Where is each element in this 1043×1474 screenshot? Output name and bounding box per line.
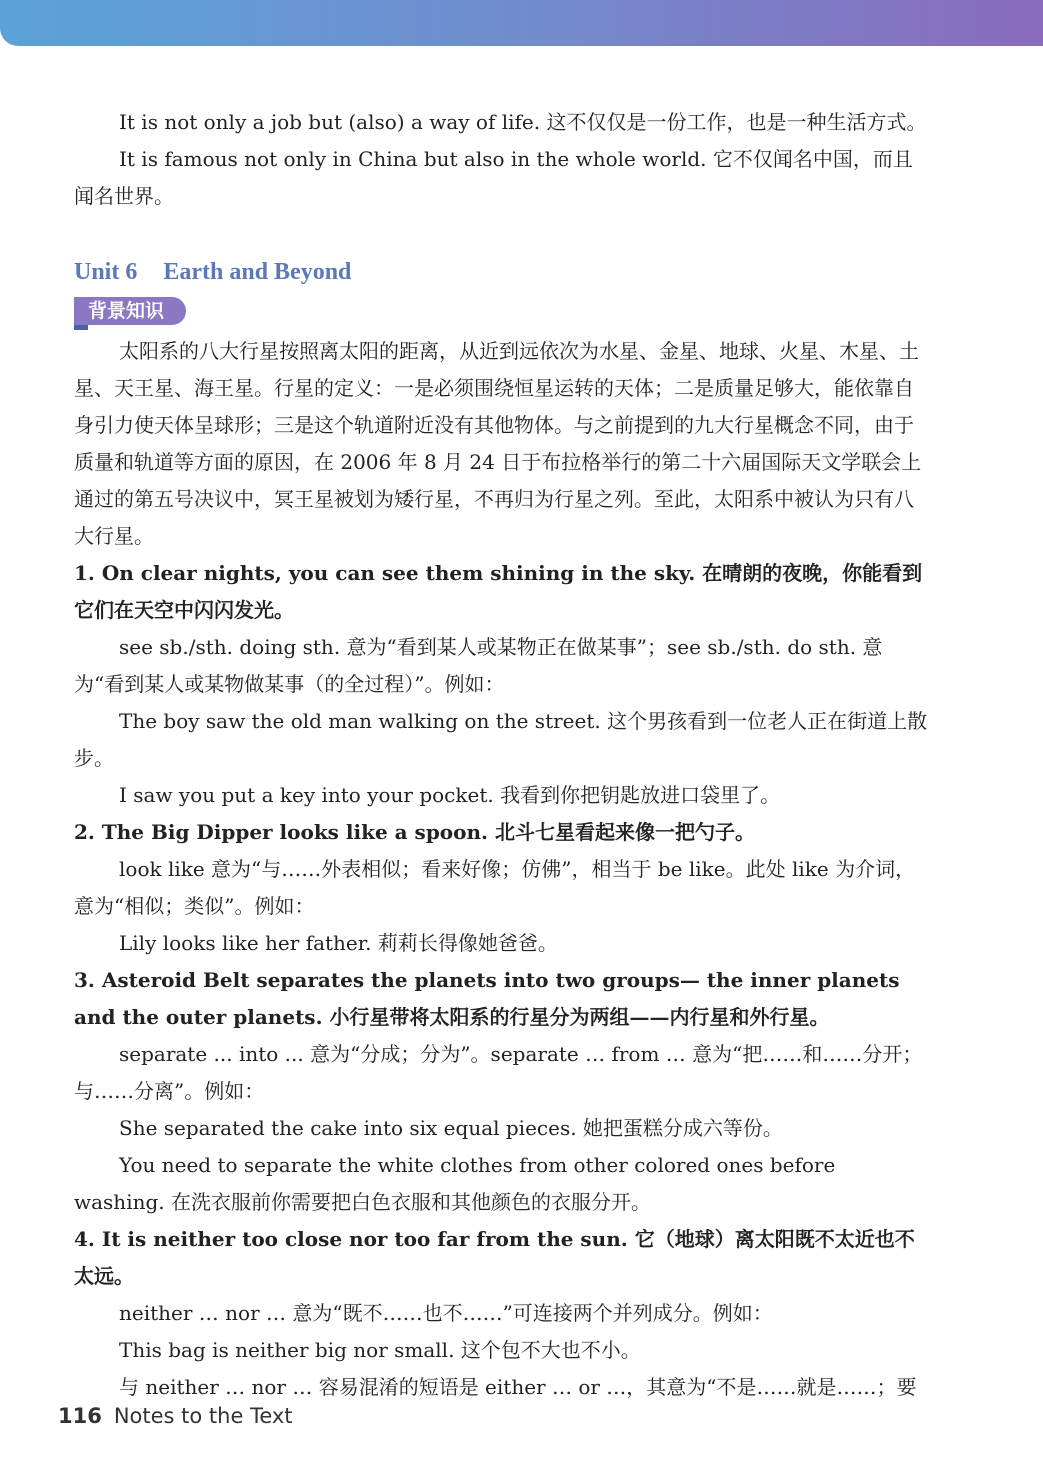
note-2-para-2: Lily looks like her father. 莉莉长得像她爸爸。 — [119, 931, 558, 955]
intro-example-1: It is not only a job but (also) a way of life. 这不仅仅是一份工作，也是一种生活方式。 — [119, 110, 927, 134]
unit-heading — [74, 255, 930, 289]
unit-number: Unit 6 — [74, 259, 138, 285]
intro-example-2: It is famous not only in China but also in the whole world. 它不仅闻名中国，而且闻名世界。 — [74, 147, 913, 208]
note-heading-4: 4. It is neither too close nor too far from the sun. 它（地球）离太阳既不太近也不太远。 — [74, 1227, 915, 1288]
note-1-para-3: I saw you put a key into your pocket. 我看到你把钥匙放进口袋里了。 — [119, 783, 781, 807]
note-heading-2: 2. The Big Dipper looks like a spoon. 北斗七星看起来像一把勺子。 — [74, 820, 755, 844]
note-heading-1: 1. On clear nights, you can see them shining in the sky. 在晴朗的夜晚，你能看到它们在天空中闪闪发光。 — [74, 561, 923, 622]
background-paragraph: 太阳系的八大行星按照离太阳的距离，从近到远依次为水星、金星、地球、火星、木星、土星、天王星、海王星。行星的定义：一是必须围绕恒星运转的天体；二是质量足够大，能依靠自身引力使天体呈球形；三是这个轨道附近没有其他物体。与之前提到的九大行星概念不同，由于质量和轨道等方面的原因，在 2006 年 8 月 24 日于布拉格举行的第二十六届国际天文学联会上通过的第五号决议中，冥王星被划为矮行星，不再归为行星之列。至此，太阳系中被认为只有八大行星。 — [74, 339, 922, 548]
note-2-para-1: look like 意为“与……外表相似；看来好像；仿佛”，相当于 be like。此处 like 为介词，意为“相似；类似”。例如： — [74, 857, 916, 918]
page-number: 116 — [58, 1404, 102, 1428]
header-band — [0, 0, 1043, 46]
background-tag — [74, 297, 930, 329]
note-4-para-1: neither … nor … 意为“既不……也不……”可连接两个并列成分。例如： — [119, 1301, 773, 1325]
note-3-para-2: She separated the cake into six equal pieces. 她把蛋糕分成六等份。 — [119, 1116, 783, 1140]
unit-title: Earth and Beyond — [163, 259, 352, 285]
note-1-para-2: The boy saw the old man walking on the street. 这个男孩看到一位老人正在街道上散步。 — [74, 709, 928, 770]
footer-label: Notes to the Text — [113, 1404, 293, 1428]
page-footer — [58, 1404, 293, 1428]
background-tag-label: 背景知识 — [74, 297, 186, 325]
tag-ear — [74, 325, 88, 330]
note-heading-3: 3. Asteroid Belt separates the planets into two groups— the inner planets and the outer planets. 小行星带将太阳系的行星分为两组——内行星和外行星。 — [74, 968, 900, 1029]
note-4-para-2: This bag is neither big nor small. 这个包不大也不小。 — [119, 1338, 641, 1362]
note-3-para-1: separate ... into ... 意为“分成；分为”。separate … from … 意为“把……和……分开；与……分离”。例如： — [74, 1042, 923, 1103]
note-4-para-3: 与 neither … nor … 容易混淆的短语是 either … or …，其意为“不是……就是……；要 — [119, 1375, 917, 1399]
note-3-para-3: You need to separate the white clothes from other colored ones before washing. 在洗衣服前你需要把白色衣服和其他颜色的衣服分开。 — [74, 1153, 836, 1214]
page-content — [74, 104, 930, 1406]
note-1-para-1: see sb./sth. doing sth. 意为“看到某人或某物正在做某事”；see sb./sth. do sth. 意为“看到某人或某物做某事（的全过程）”。例如： — [74, 635, 883, 696]
